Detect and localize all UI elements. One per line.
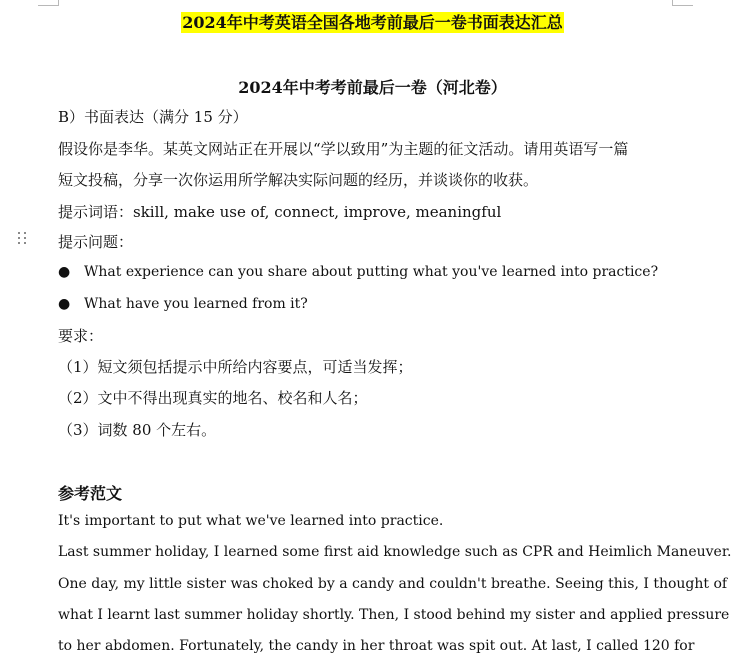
bullet-icon: ● — [58, 264, 71, 280]
page-corner-mark-left — [38, 0, 59, 6]
prompt-line: 短文投稿，分享一次你运用所学解决实际问题的经历，并谈谈你的收获。 — [58, 171, 539, 189]
essay-line: what I learnt last summer holiday shortly. Then, I stood behind my sister and applied pressure — [58, 607, 730, 623]
essay-line: One day, my little sister was choked by a candy and couldn't breathe. Seeing this, I thought of — [58, 576, 728, 592]
hint-words: 提示词语：skill, make use of, connect, improve, meaningful — [58, 203, 502, 221]
prompt-line: 假设你是李华。某英文网站正在开展以“学以致用”为主题的征文活动。请用英语写一篇 — [58, 140, 629, 158]
essay-line: to her abdomen. Fortunately, the candy in her throat was spit out. At last, I called 120 for — [58, 638, 695, 654]
document-subtitle: 2024年中考考前最后一卷（河北卷） — [238, 78, 507, 97]
drag-handle-icon[interactable] — [18, 232, 28, 246]
requirement-item: （3）词数 80 个左右。 — [58, 421, 217, 439]
requirement-item: （2）文中不得出现真实的地名、校名和人名； — [58, 389, 368, 407]
essay-line: Last summer holiday, I learned some first aid knowledge such as CPR and Heimlich Maneuver. — [58, 544, 732, 560]
question-item: What experience can you share about putting what you've learned into practice? — [84, 264, 659, 280]
bullet-icon: ● — [58, 296, 71, 312]
question-item: What have you learned from it? — [84, 296, 308, 312]
title-row — [0, 10, 745, 33]
hint-questions-label: 提示问题： — [58, 233, 134, 251]
essay-line: It's important to put what we've learned into practice. — [58, 513, 444, 529]
requirement-item: （1）短文须包括提示中所给内容要点，可适当发挥； — [58, 358, 413, 376]
requirements-label: 要求： — [58, 327, 104, 345]
section-label: B）书面表达（满分 15 分） — [58, 108, 248, 126]
document-title: 2024年中考英语全国各地考前最后一卷书面表达汇总 — [182, 13, 563, 32]
page-corner-mark-right — [672, 0, 693, 6]
sample-heading: 参考范文 — [58, 484, 123, 503]
